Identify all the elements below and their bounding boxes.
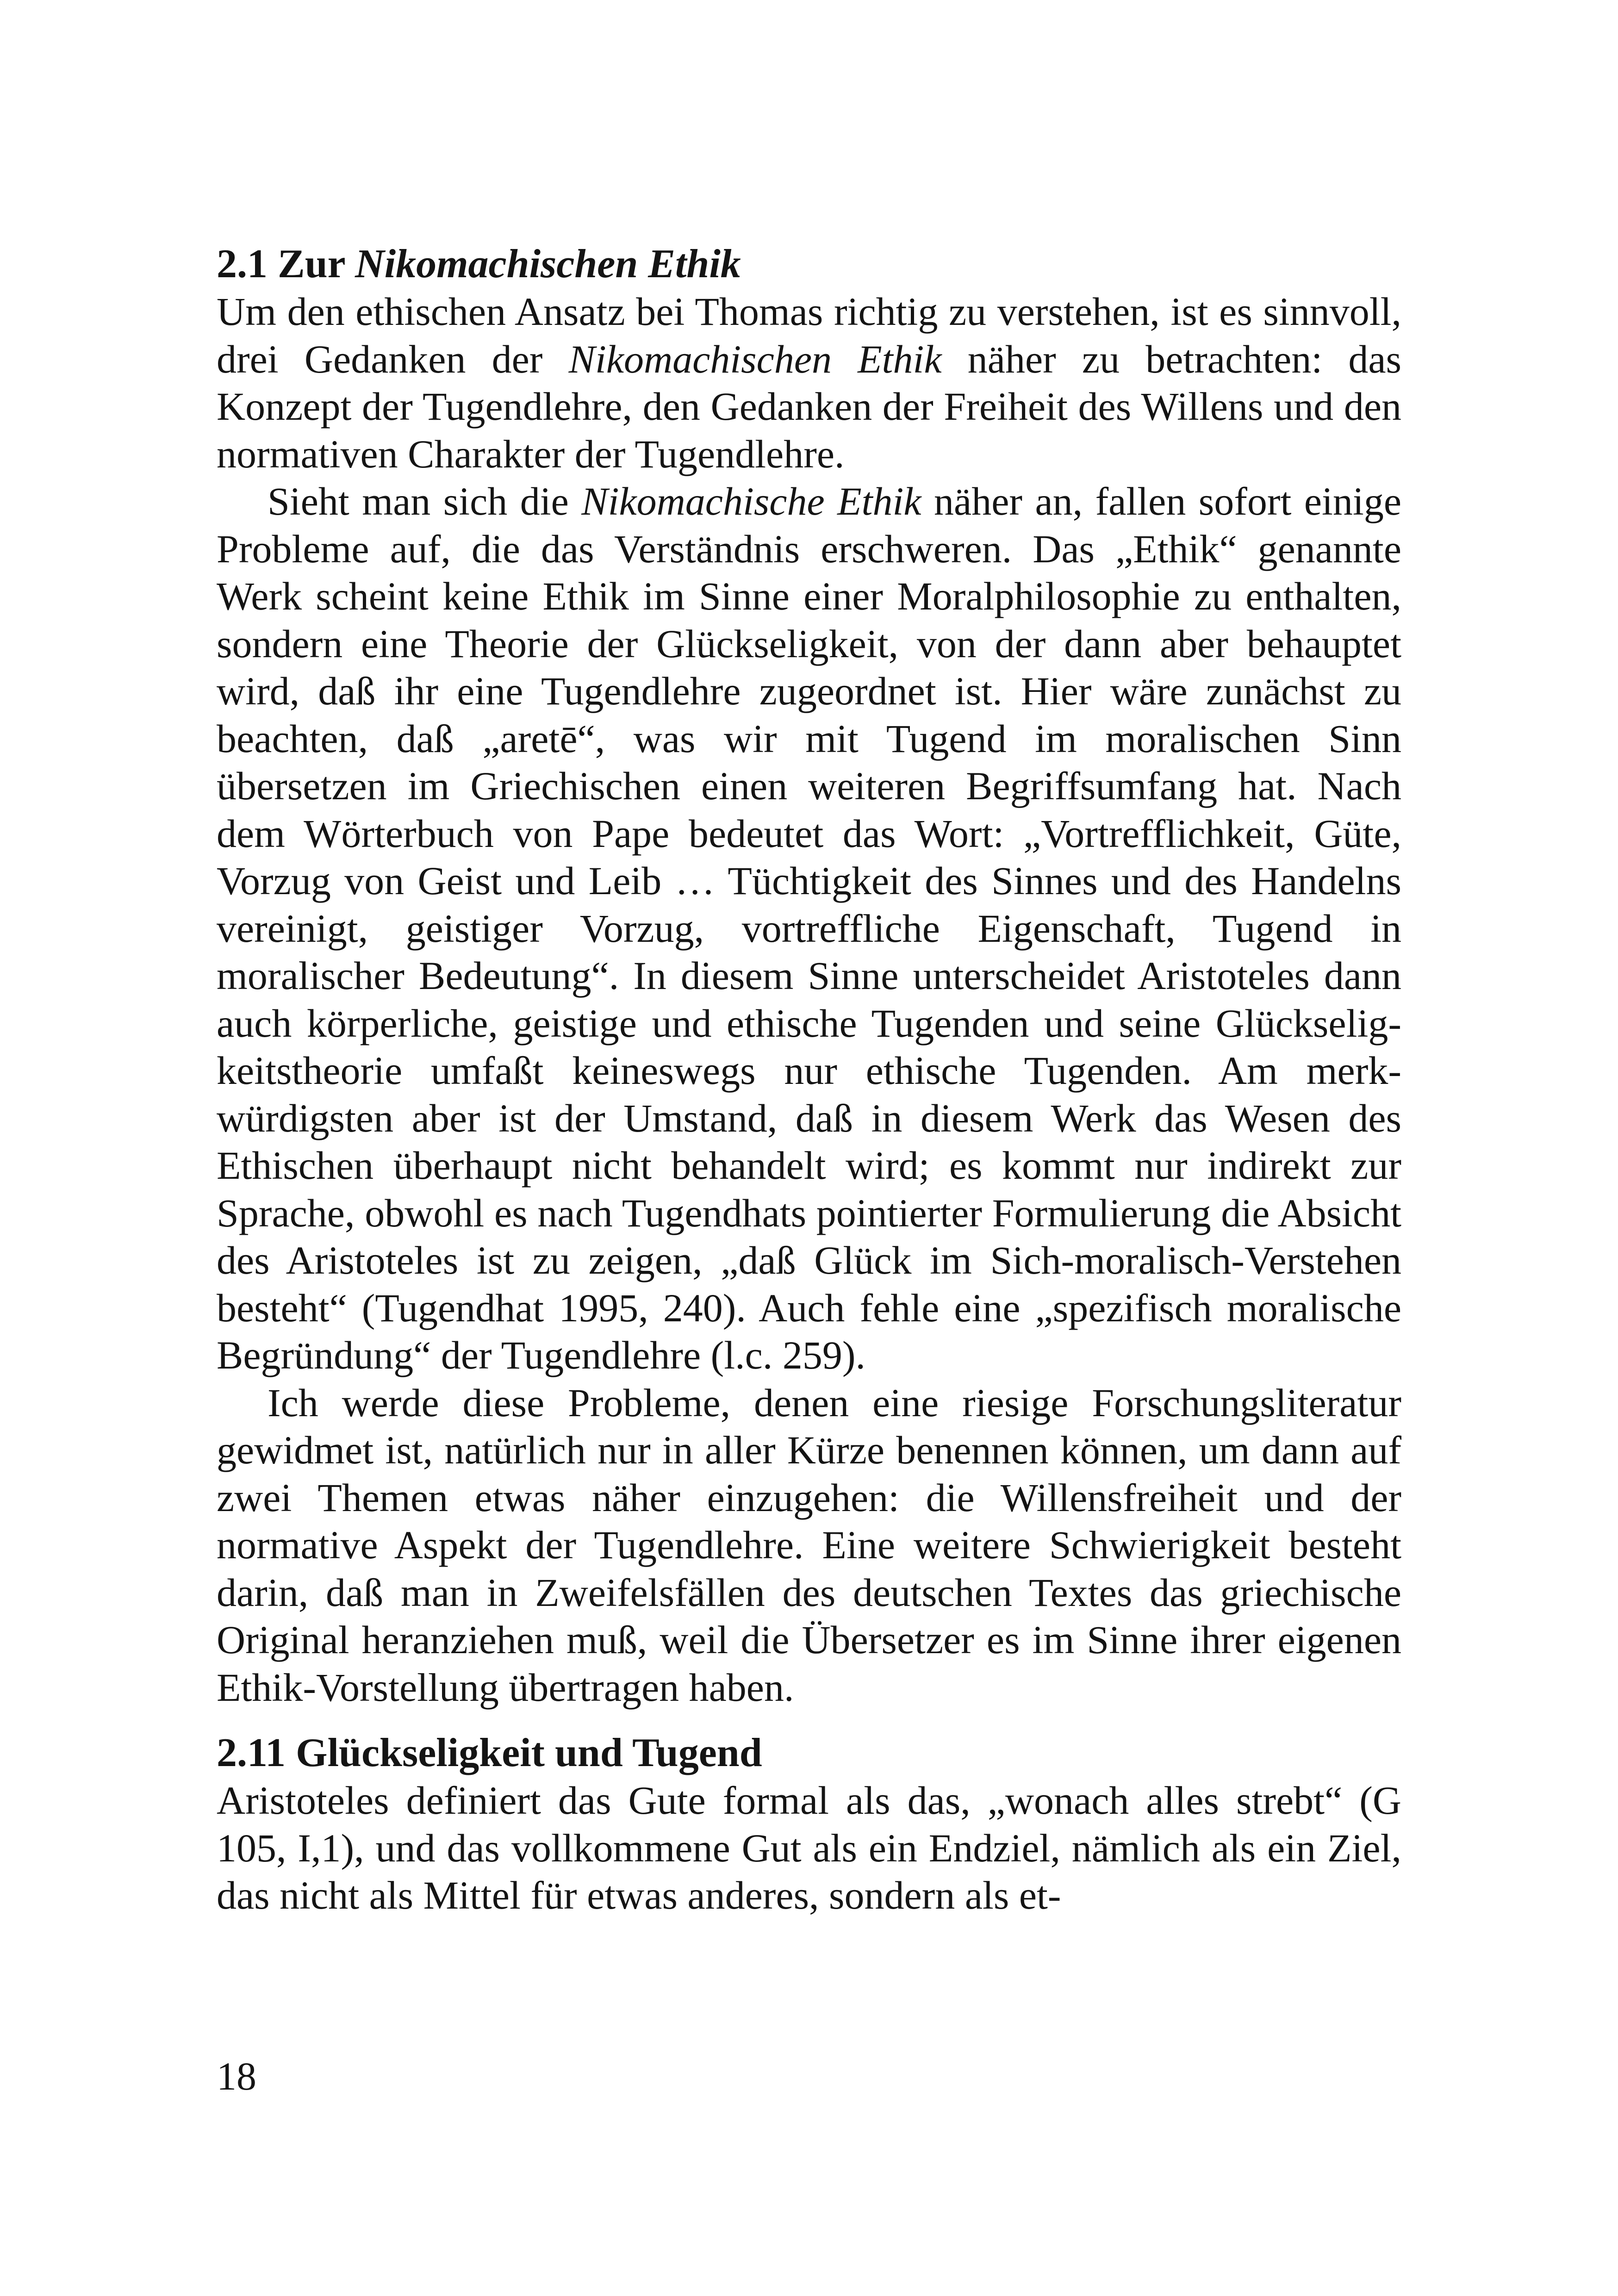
paragraph-definition: Aristoteles definiert das Gute formal als das, „wonach alles strebt“ (G 105, I,1), und das vollkommene Gut als ein Endziel, nämlich als ein Ziel, das nicht als Mittel für etwas anderes, sondern als et- (217, 1778, 1401, 1917)
paragraph-problems-part-a: Sieht man sich die (268, 479, 582, 523)
paragraph-intro-part-b: näher zu betrachten: das Konzept der Tugendlehre, den Gedanken der Freiheit des Willens und den normativen Charakter der Tugendlehre. (217, 336, 1401, 476)
page-number: 18 (217, 2054, 256, 2098)
page-body (217, 241, 1401, 1919)
paragraph-problems-italic: Nikomachische Ethik (581, 479, 921, 523)
section-heading-2-11: 2.11 Glückseligkeit und Tugend (217, 1730, 762, 1775)
paragraph-problems (217, 478, 1401, 1379)
paragraph-intro-part-a: Um den ethischen Ansatz bei Thomas richtig zu verstehen, ist es sinnvoll, drei Gedanken der (217, 289, 1401, 381)
paragraph-intro-italic: Nikomachischen Ethik (568, 336, 942, 381)
section-heading-2-1 (217, 241, 1401, 288)
paragraph-research: Ich werde diese Probleme, denen eine riesige Forschungsliteratur gewidmet ist, natürlich nur in aller Kürze benennen können, um dann auf zwei Themen etwas näher einzugehen: die Willensfreiheit und der normative Aspekt der Tugendlehre. Eine weitere Schwierigkeit besteht darin, daß man in Zweifelsfällen des deutschen Textes das griechische Original heranziehen muß, weil die Übersetzer es im Sinne ihrer eigenen Ethik-Vorstellung übertragen haben. (217, 1380, 1401, 1710)
paragraph-problems-part-b: näher an, fallen sofort einige Probleme auf, die das Verständnis erschweren. Das „Ethik“ genannte Werk scheint keine Ethik im Sinne einer Moralphilosophie zu enthalten, sondern eine Theorie der Glückseligkeit, von der dann aber behauptet wird, daß ihr eine Tugendlehre zugeordnet ist. Hier wäre zunächst zu beachten, daß „aretē“, was wir mit Tugend im moralischen Sinn übersetzen im Griechischen einen weiteren Begriffsumfang hat. Nach dem Wörterbuch von Pape bedeutet das Wort: „Vortrefflichkeit, Güte, Vorzug von Geist und Leib … Tüchtigkeit des Sinnes und des Handelns vereinigt, geistiger Vorzug, vortreffliche Eigenschaft, Tugend in moralischer Bedeutung“. In diesem Sinne unterscheidet Aristoteles dann auch körperliche, geistige und ethische Tugenden und seine Glückseligkeitstheorie umfaßt keineswegs nur ethische Tugenden. Am merkwürdigsten aber ist der Umstand, daß in diesem Werk das Wesen des Ethischen überhaupt nicht behandelt wird; es kommt nur indirekt zur Sprache, obwohl es nach Tugendhats pointierter Formulierung die Absicht des Aristoteles ist zu zeigen, „daß Glück im Sich-moralisch-Verstehen besteht“ (Tugendhat 1995, 240). Auch fehle eine „spezifisch moralische Begründung“ der Tugendlehre (l.c. 259). (217, 479, 1401, 1377)
paragraph-intro (217, 288, 1401, 478)
section-heading-prefix: 2.1 Zur (217, 242, 355, 286)
section-heading-italic: Nikomachischen Ethik (355, 242, 741, 286)
